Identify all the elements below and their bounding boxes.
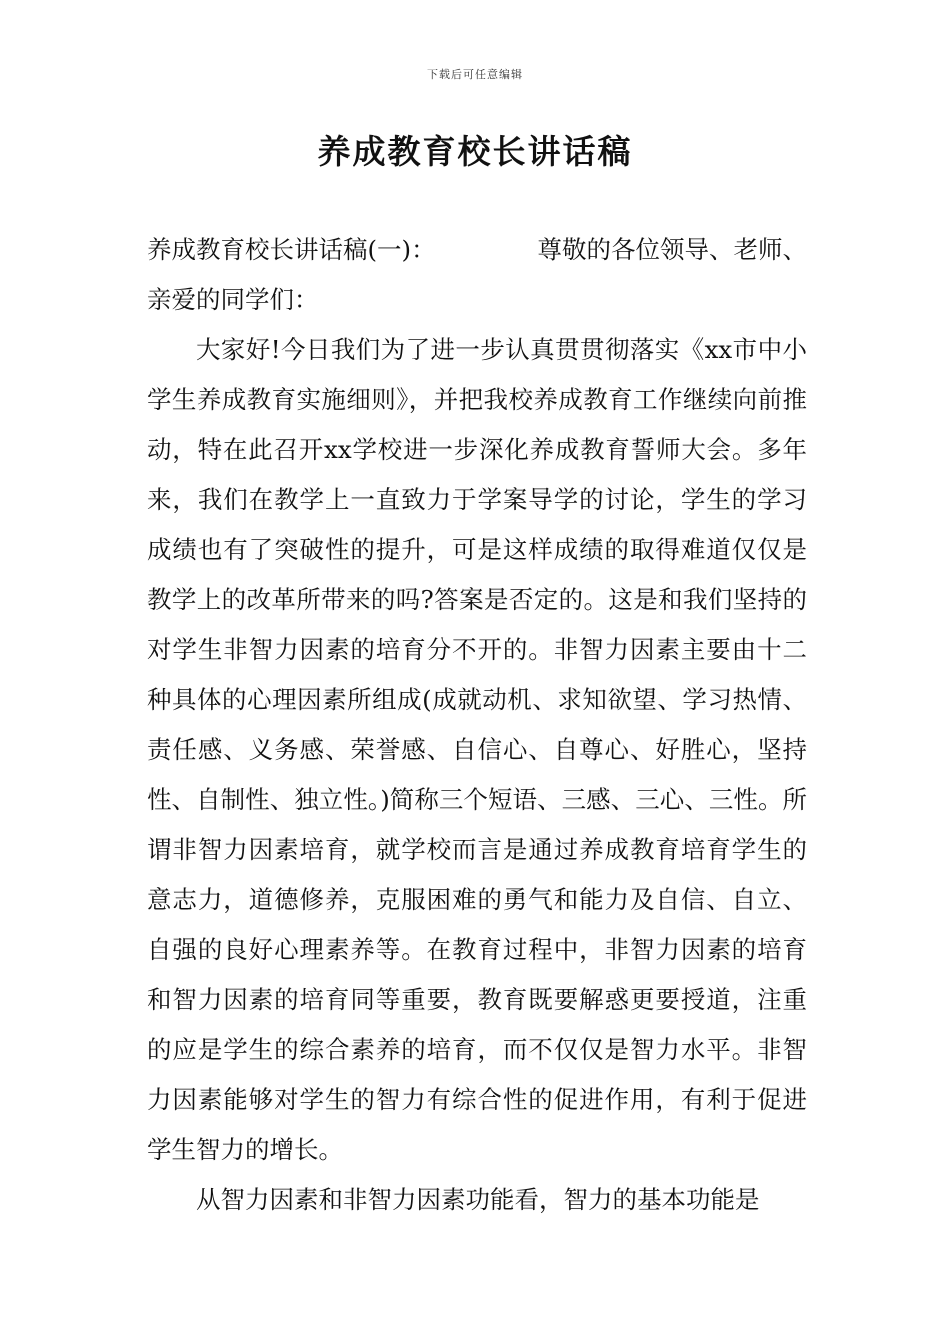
- header-note: 下载后可任意编辑: [427, 68, 523, 81]
- intro-line: [147, 225, 807, 275]
- greeting-part1: 尊敬的各位领导、老师、: [537, 235, 807, 264]
- document-body: [147, 225, 807, 1225]
- intro-label: 养成教育校长讲话稿(一)：: [147, 235, 436, 264]
- document-title: 养成教育校长讲话稿: [317, 132, 633, 171]
- greeting-part2: 亲爱的同学们：: [147, 285, 319, 314]
- paragraph-1: 大家好!今日我们为了进一步认真贯贯彻落实《xx市中小学生养成教育实施细则》，并把我校养成教育工作继续向前推动，特在此召开xx学校进一步深化养成教育誓师大会。多年来，我们在教学上一直致力于学案导学的讨论，学生的学习成绩也有了突破性的提升，可是这样成绩的取得难道仅仅是教学上的改革所带来的吗?答案是否定的。这是和我们坚持的对学生非智力因素的培育分不开的。非智力因素主要由十二种具体的心理因素所组成(成就动机、求知欲望、学习热情、责任感、义务感、荣誉感、自信心、自尊心、好胜心，坚持性、自制性、独立性。)简称三个短语、三感、三心、三性。所谓非智力因素培育，就学校而言是通过养成教育培育学生的意志力，道德修养，克服困难的勇气和能力及自信、自立、自强的良好心理素养等。在教育过程中，非智力因素的培育和智力因素的培育同等重要，教育既要解惑更要授道，注重的应是学生的综合素养的培育，而不仅仅是智力水平。非智力因素能够对学生的智力有综合性的促进作用，有利于促进学生智力的增长。: [147, 335, 807, 1164]
- paragraph-2: 从智力因素和非智力因素功能看，智力的基本功能是: [196, 1185, 760, 1214]
